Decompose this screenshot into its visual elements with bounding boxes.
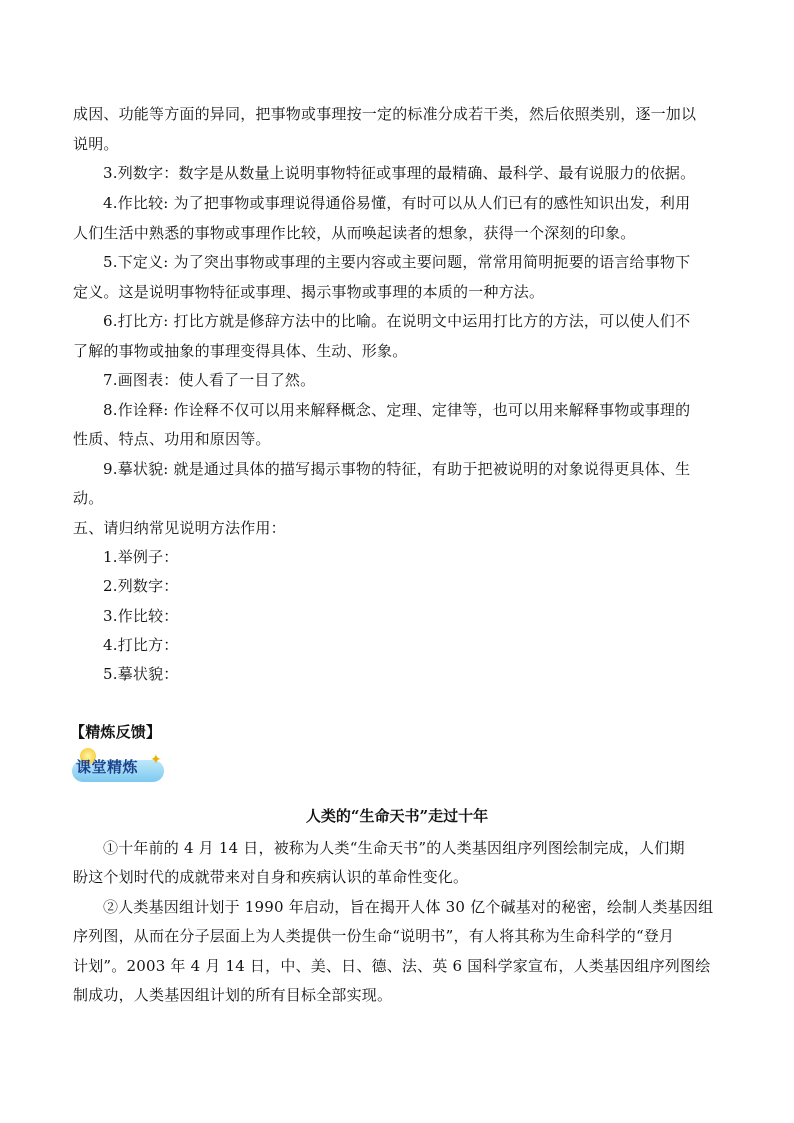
list-item: 2.列数字： — [103, 577, 179, 595]
text-line: 7.画图表：使人看了一目了然。 — [103, 371, 316, 389]
section-heading: 五、请归纳常见说明方法作用： — [73, 519, 286, 537]
text-line: 9.摹状貌: 就是通过具体的描写揭示事物的特征，有助于把被说明的对象说得更具体、生 — [103, 460, 691, 478]
text-line: 定义。这是说明事物特征或事理、揭示事物或事理的本质的一种方法。 — [73, 283, 545, 301]
text-line: 6.打比方: 打比方就是修辞方法中的比喻。在说明文中运用打比方的方法，可以使人们不 — [103, 312, 691, 330]
article-line: ②人类基因组计划于 1990 年启动，旨在揭开人体 30 亿个碱基对的秘密，绘制人类基因组 — [103, 898, 714, 916]
article-title: 人类的“生命天书”走过十年 — [305, 807, 489, 825]
text-line: 8.作诠释: 作诠释不仅可以用来解释概念、定理、定律等，也可以用来解释事物或事理的 — [103, 401, 691, 419]
text-line: 说明。 — [73, 135, 119, 153]
list-item: 3.作比较： — [103, 607, 179, 625]
text-line: 5.下定义: 为了突出事物或事理的主要内容或主要问题，常常用简明扼要的语言给事物下 — [103, 253, 691, 271]
article-line: 制成功，人类基因组计划的所有目标全部实现。 — [73, 986, 393, 1004]
article-line: 计划”。2003 年 4 月 14 日，中、美、日、德、法、英 6 国科学家宣布，人类基因组序列图绘 — [73, 957, 711, 975]
text-line: 人们生活中熟悉的事物或事理作比较，从而唤起读者的想象，获得一个深刻的印象。 — [73, 224, 636, 242]
sparkle-icon: ✦ — [150, 752, 162, 768]
text-line: 4.作比较: 为了把事物或事理说得通俗易懂，有时可以从人们已有的感性知识出发，利用 — [103, 194, 691, 212]
badge-label: 课堂精炼 — [76, 758, 139, 776]
article-line: 盼这个划时代的成就带来对自身和疾病认识的革命性变化。 — [73, 868, 469, 886]
feedback-label: 【精炼反馈】 — [70, 723, 162, 741]
text-line: 性质、特点、功用和原因等。 — [73, 430, 271, 448]
article-line: ①十年前的 4 月 14 日，被称为人类“生命天书”的人类基因组序列图绘制完成，人们期 — [103, 839, 685, 857]
text-line: 3.列数字：数字是从数量上说明事物特征或事理的最精确、最科学、最有说服力的依据。 — [103, 164, 696, 182]
class-practice-badge — [72, 748, 170, 782]
article-line: 序列图，从而在分子层面上为人类提供一份生命“说明书”，有人将其称为生命科学的“登月 — [73, 927, 675, 945]
text-line: 了解的事物或抽象的事理变得具体、生动、形象。 — [73, 342, 408, 360]
text-line: 动。 — [73, 489, 104, 507]
list-item: 1.举例子： — [103, 548, 179, 566]
list-item: 5.摹状貌： — [103, 665, 179, 683]
list-item: 4.打比方： — [103, 636, 179, 654]
text-line: 成因、功能等方面的异同，把事物或事理按一定的标准分成若干类，然后依照类别，逐一加以 — [73, 105, 697, 123]
